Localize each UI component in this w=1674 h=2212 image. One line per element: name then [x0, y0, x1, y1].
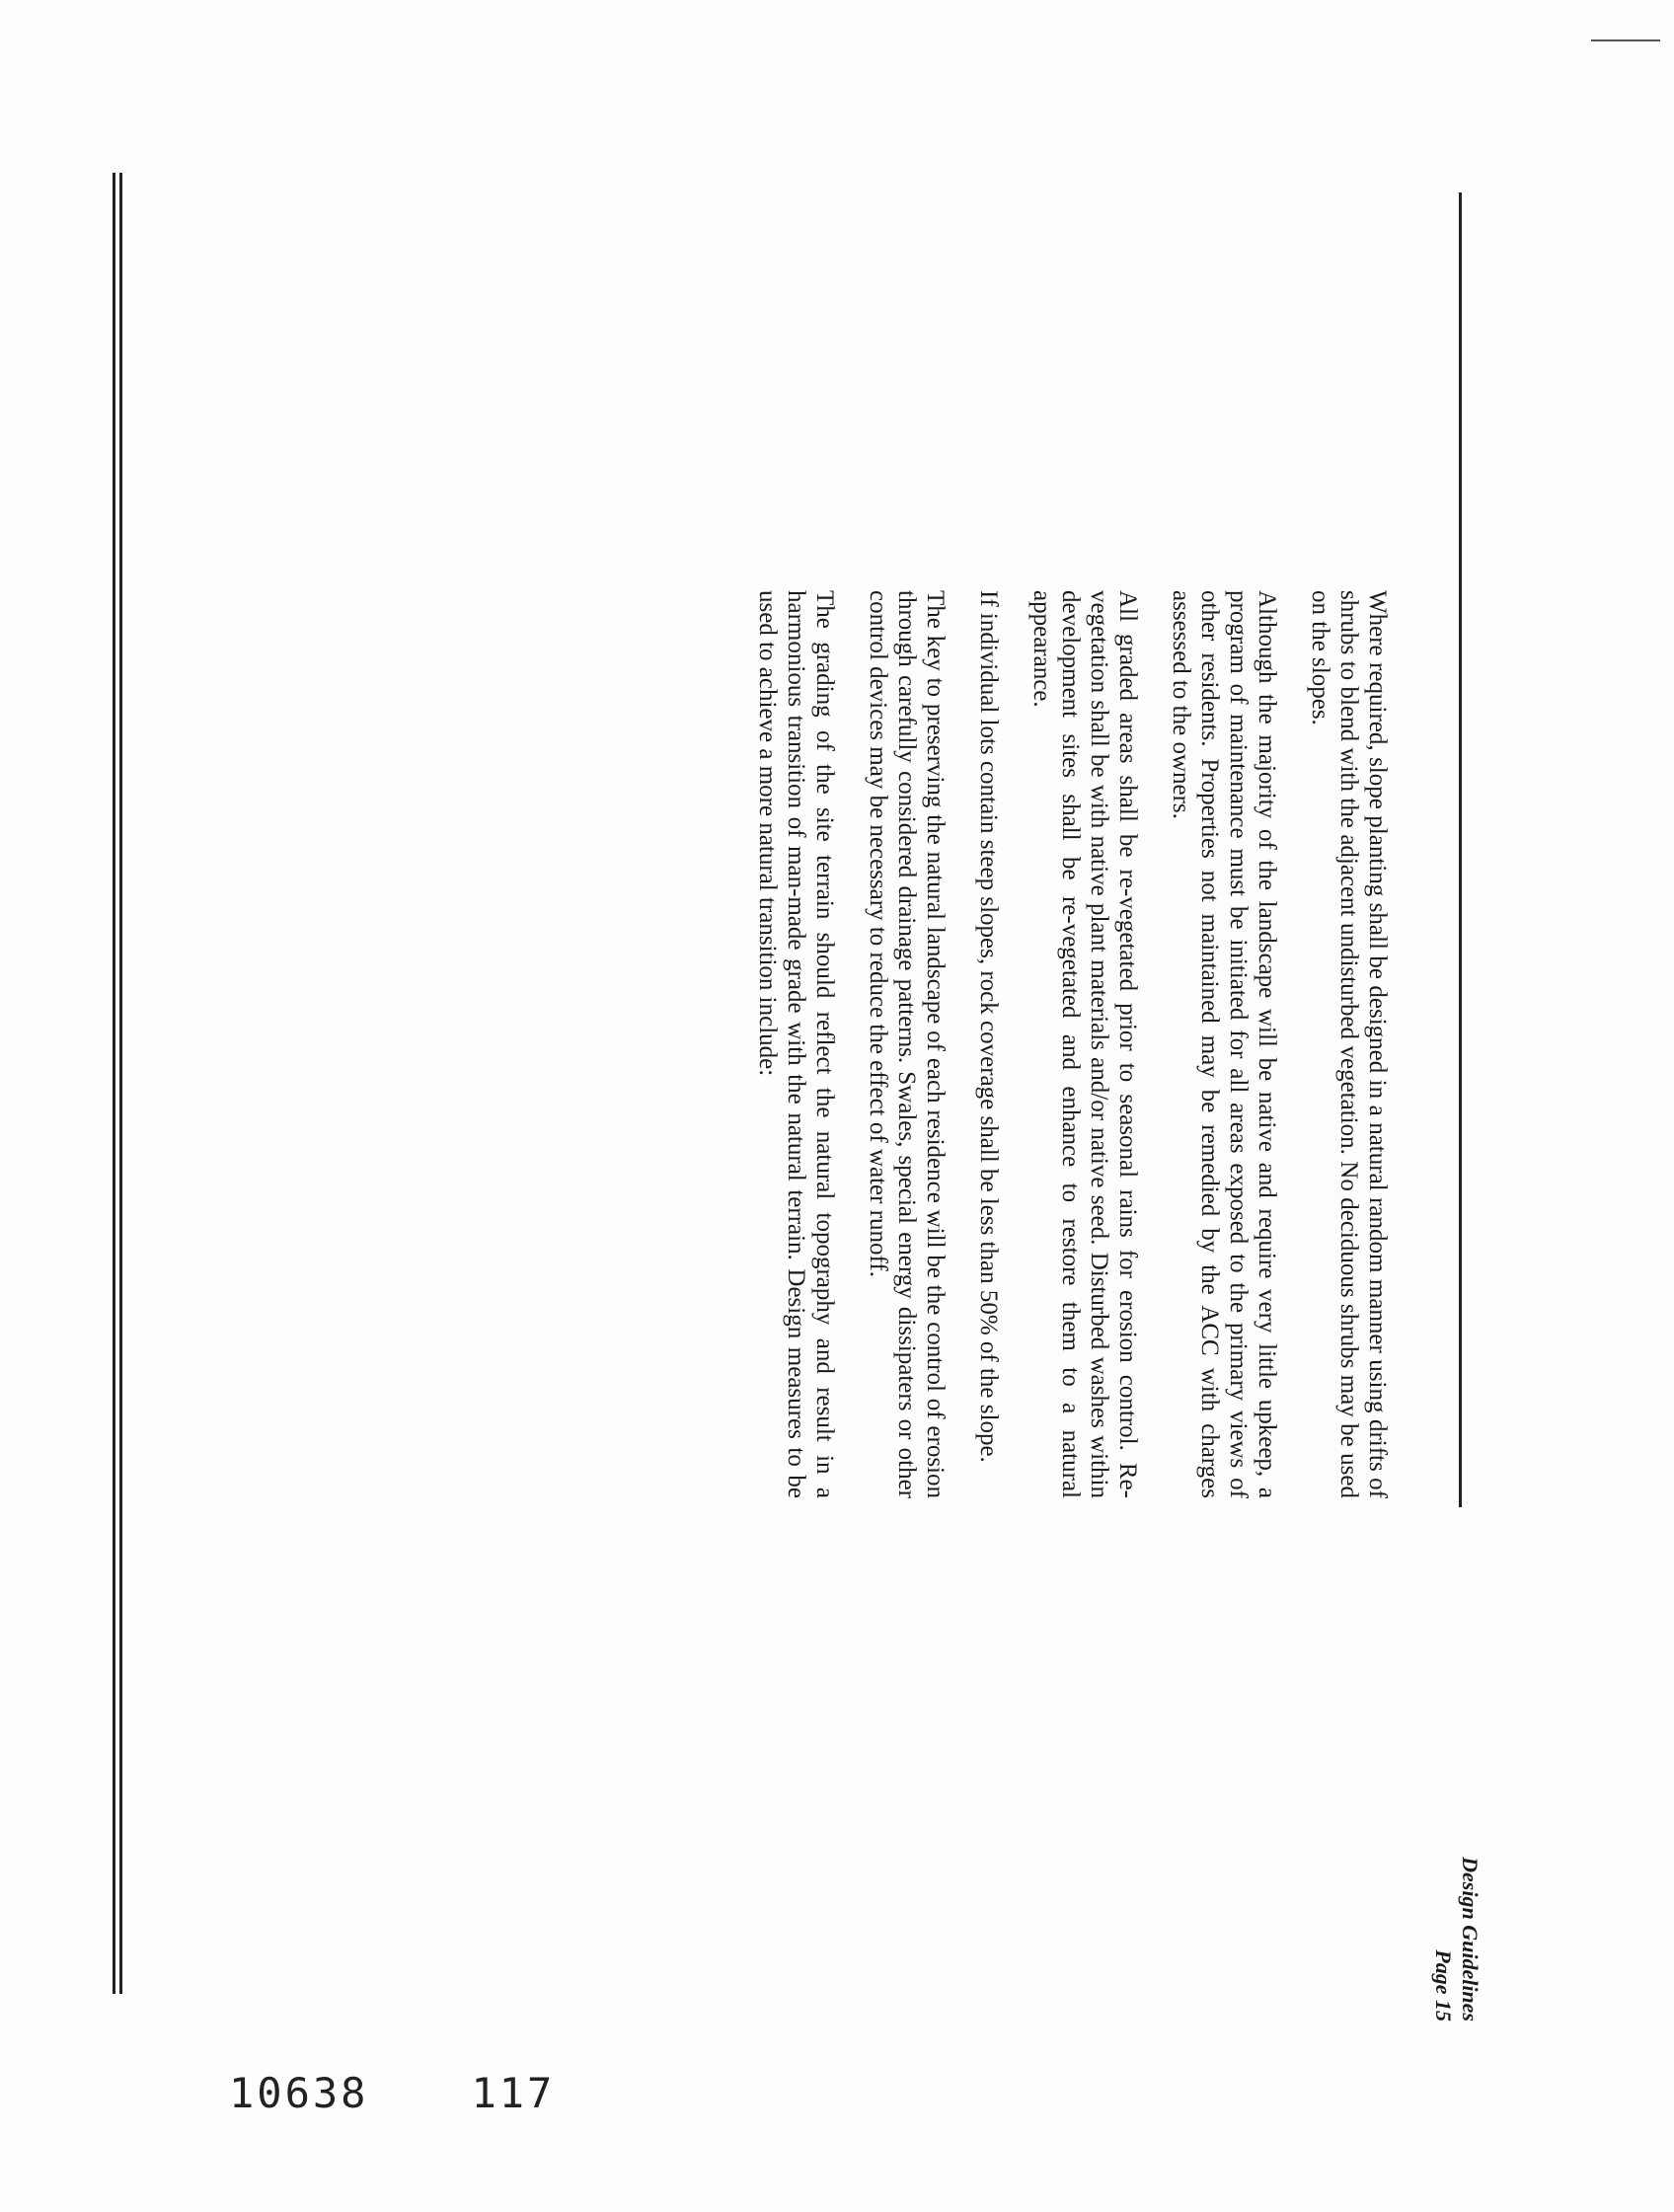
stray-scan-mark [1591, 39, 1660, 41]
left-double-rule [113, 173, 122, 1994]
paragraph-maintenance: Although the majority of the landscape will be native and require very little upkeep, a program of maintenance must be initiated for all areas exposed to the primary views of other residents. Properties not maintained may be remedied by the ACC with charges assessed to the owners. [1168, 590, 1280, 1498]
running-header [1424, 1785, 1484, 2021]
paragraph-slope-planting: Where required, slope planting shall be designed in a natural random manner using drifts of shrubs to blend with the adjacent undisturbed vegetation. No deciduous shrubs may be used on the slopes. [1307, 590, 1391, 1498]
body-text [266, 590, 1392, 1498]
paragraph-erosion-control: The key to preserving the natural landscape of each residence will be the control of erosion through carefully considered drainage patterns. Swales, special energy dissipaters or other control devices may be necessary to reduce the effect of water runoff. [865, 590, 949, 1498]
right-single-rule [1459, 192, 1462, 1507]
paragraph-revegetation: All graded areas shall be re-vegetated prior to seasonal rains for erosion control. Re-vegetation shall be with native plant materials and/or native seed. Disturbed washes within development sites shall be re-vegetated and enhance to restore them to a natural appearance. [1028, 590, 1141, 1498]
stamp-page-number: 117 [471, 2069, 556, 2117]
recording-stamp [229, 2069, 555, 2117]
paragraph-steep-slopes: If individual lots contain steep slopes, rock coverage shall be less than 50% of the slope. [975, 590, 1002, 1463]
header-title: Design Guidelines [1458, 1857, 1483, 2021]
header-page-number: Page 15 [1431, 1949, 1456, 2021]
stamp-book-number: 10638 [229, 2069, 369, 2117]
paragraph-grading: The grading of the site terrain should reflect the natural topography and result in a harmonious transition of man-made grade with the natural terrain. Design measures to be used to achieve a more natural transition include: [754, 590, 838, 1498]
